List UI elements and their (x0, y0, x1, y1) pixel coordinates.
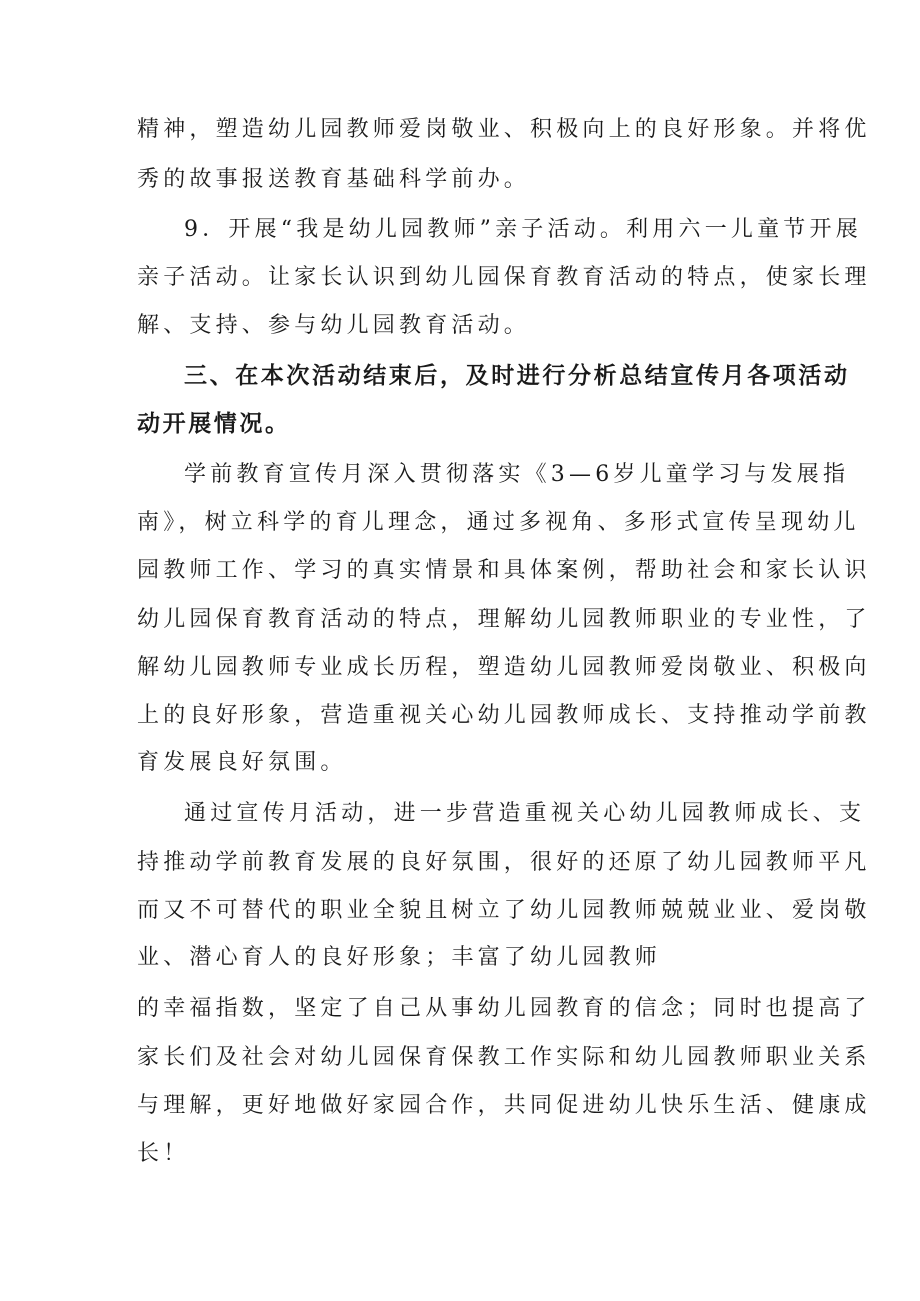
paragraph-line: 亲子活动。让家长认识到幼儿园保育教育活动的特点，使家长理 (137, 265, 871, 290)
paragraph-line: 与理解，更好地做好家园合作，共同促进幼儿快乐生活、健康成 (137, 1093, 871, 1118)
section-heading: 三、在本次活动结束后，及时进行分析总结宣传月各项活动 (184, 363, 850, 389)
paragraph-line: 通过宣传月活动，进一步营造重视关心幼儿园教师成长、支 (184, 801, 866, 826)
paragraph-line: 秀的故事报送教育基础科学前办。 (137, 167, 531, 192)
paragraph-line: 育发展良好氛围。 (137, 750, 347, 775)
paragraph-line: 长！ (137, 1141, 190, 1166)
paragraph-line: 持推动学前教育发展的良好氛围，很好的还原了幼儿园教师平凡 (137, 850, 871, 875)
paragraph-line: 园教师工作、学习的真实情景和具体案例，帮助社会和家长认识 (137, 558, 871, 583)
section-heading: 动开展情况。 (137, 411, 291, 437)
paragraph-line: 南》，树立科学的育儿理念，通过多视角、多形式宣传呈现幼儿 (137, 510, 860, 535)
paragraph-line: 学前教育宣传月深入贯彻落实《3—6岁儿童学习与发展指 (184, 462, 850, 487)
paragraph-line: 幼儿园保育教育活动的特点，理解幼儿园教师职业的专业性，了 (137, 607, 871, 632)
paragraph-line: 解幼儿园教师专业成长历程，塑造幼儿园教师爱岗敬业、积极向 (137, 655, 871, 680)
paragraph-line: 精神，塑造幼儿园教师爱岗敬业、积极向上的良好形象。并将优 (137, 117, 871, 142)
paragraph-line: 而又不可替代的职业全貌且树立了幼儿园教师兢兢业业、爱岗敬 (137, 898, 871, 923)
paragraph-line: 上的良好形象，营造重视关心幼儿园教师成长、支持推动学前教 (137, 703, 871, 728)
paragraph-line: 解、支持、参与幼儿园教育活动。 (137, 313, 531, 338)
paragraph-line: 家长们及社会对幼儿园保育保教工作实际和幼儿园教师职业关系 (137, 1045, 871, 1070)
paragraph-line: 的幸福指数，坚定了自己从事幼儿园教育的信念；同时也提高了 (137, 996, 871, 1021)
paragraph-line: 业、潜心育人的良好形象；丰富了幼儿园教师 (137, 945, 662, 970)
paragraph-line: 9．开展“我是幼儿园教师”亲子活动。利用六一儿童节开展 (184, 217, 862, 242)
